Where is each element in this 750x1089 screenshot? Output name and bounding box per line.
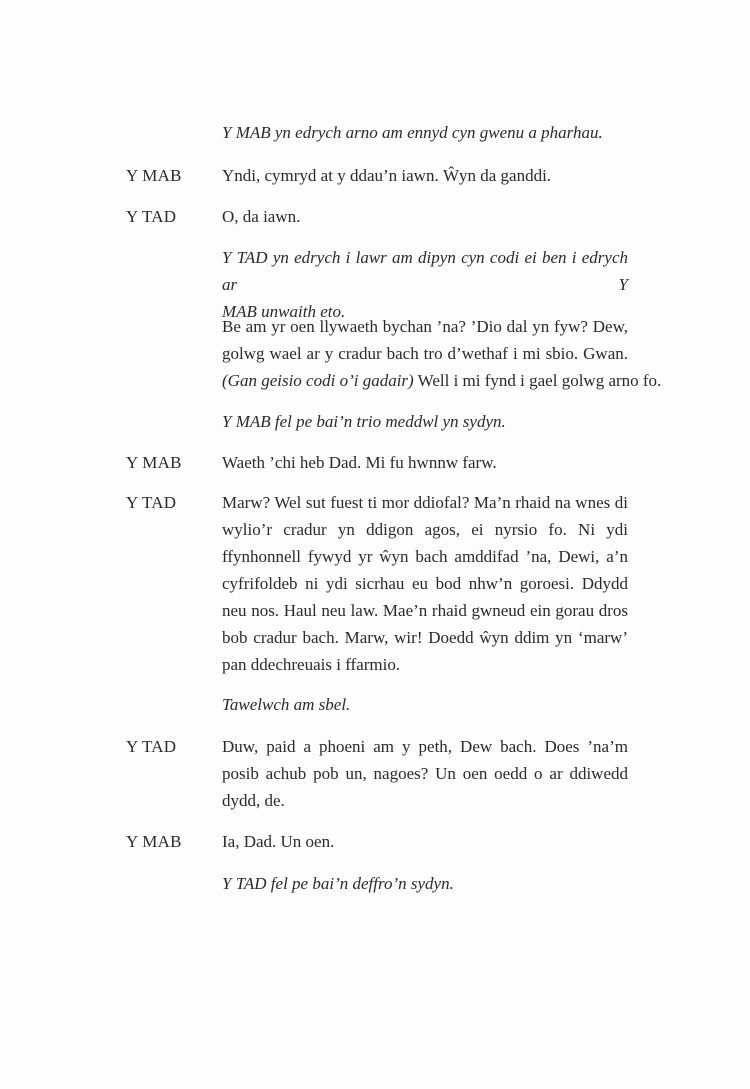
dialogue-line: neu nos. Haul neu law. Mae’n rhaid gwneud ein gorau dros xyxy=(222,601,628,620)
dialogue-text xyxy=(222,489,628,678)
dialogue-line: pan ddechreuais i ffarmio. xyxy=(222,655,401,674)
dialogue-line: bob cradur bach. Marw, wir! Doedd ŵyn ddim yn ‘marw’ xyxy=(222,628,628,647)
dialogue-text xyxy=(222,203,628,230)
dialogue-line: Yndi, cymryd at y ddau’n iawn. Ŵyn da ganddi. xyxy=(222,166,552,185)
dialogue-line: Ia, Dad. Un oen. xyxy=(222,832,335,851)
speaker-name: Y TAD xyxy=(126,207,177,226)
speaker-name: Y MAB xyxy=(126,453,182,472)
stage-direction xyxy=(222,408,628,435)
dialogue-text xyxy=(222,828,628,855)
dialogue-line xyxy=(222,367,662,394)
stage-line: MAB unwaith eto. xyxy=(222,302,346,321)
dialogue-text xyxy=(222,162,628,189)
dialogue-line: Be am yr oen llywaeth bychan ’na? ’Dio dal yn fyw? Dew, xyxy=(222,317,628,336)
stage-direction xyxy=(222,119,628,146)
inline-stage-direction: (Gan geisio codi o’i gadair) xyxy=(222,371,414,390)
speaker-name: Y TAD xyxy=(126,493,177,512)
speaker-name: Y MAB xyxy=(126,832,182,851)
stage-line: Y TAD yn edrych i lawr am dipyn cyn codi ei ben i edrych ar Y xyxy=(222,248,628,294)
dialogue-line: O, da iawn. xyxy=(222,207,301,226)
dialogue-line: posib achub pob un, nagoes? Un oen oedd o ar ddiwedd xyxy=(222,764,628,783)
dialogue-line: wylio’r cradur yn ddigon agos, ei nyrsio fo. Ni ydi xyxy=(222,520,628,539)
dialogue-text xyxy=(222,449,628,476)
dialogue-text xyxy=(222,733,628,814)
dialogue-text xyxy=(222,313,662,394)
dialogue-line: ffynhonnell fywyd yr ŵyn bach amddifad ’na, Dewi, a’n xyxy=(222,547,628,566)
speaker-name: Y MAB xyxy=(126,166,182,185)
speaker-name: Y TAD xyxy=(126,737,177,756)
stage-line: Y MAB fel pe bai’n trio meddwl yn sydyn. xyxy=(222,412,506,431)
dialogue-line: dydd, de. xyxy=(222,791,285,810)
dialogue-line: cyfrifoldeb ni ydi sicrhau eu bod nhw’n goroesi. Ddydd xyxy=(222,574,628,593)
dialogue-line: Duw, paid a phoeni am y peth, Dew bach. Does ’na’m xyxy=(222,737,628,756)
stage-direction xyxy=(222,691,628,718)
dialogue-line: Waeth ’chi heb Dad. Mi fu hwnnw farw. xyxy=(222,453,497,472)
stage-line: Y MAB yn edrych arno am ennyd cyn gwenu a pharhau. xyxy=(222,123,603,142)
dialogue-line: Marw? Wel sut fuest ti mor ddiofal? Ma’n rhaid na wnes di xyxy=(222,493,628,512)
stage-line: Y TAD fel pe bai’n deffro’n sydyn. xyxy=(222,874,454,893)
stage-line: Tawelwch am sbel. xyxy=(222,695,351,714)
stage-direction xyxy=(222,870,628,897)
dialogue-line: golwg wael ar y cradur bach tro d’wethaf i mi sbio. Gwan. xyxy=(222,344,628,363)
dialogue-line-rest: Well i mi fynd i gael golwg arno fo. xyxy=(413,371,662,390)
